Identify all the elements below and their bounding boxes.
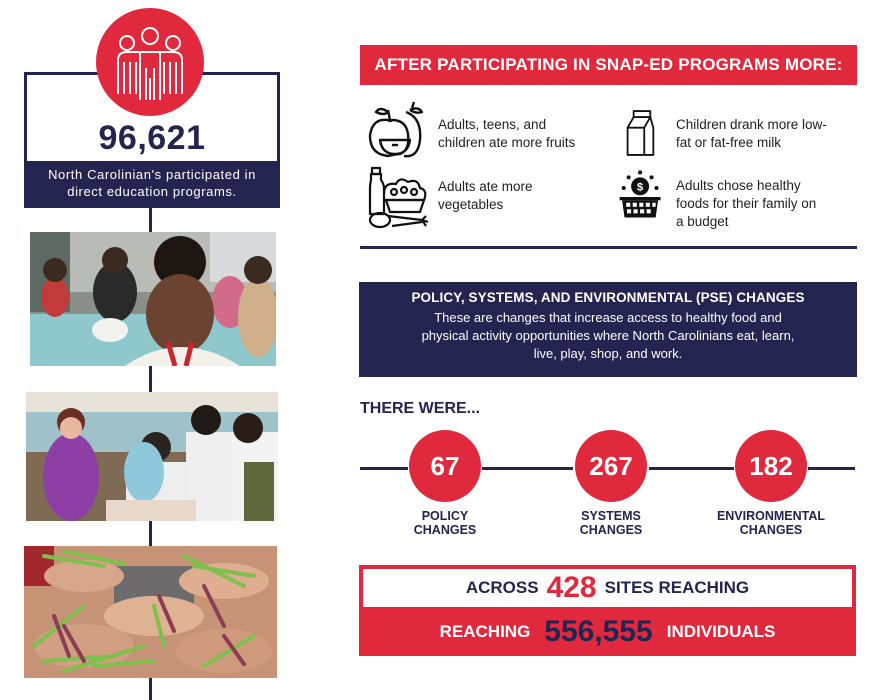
- people-group-icon: [96, 8, 204, 116]
- label-line: CHANGES: [739, 523, 803, 537]
- outcome-text-line: Adults ate more: [438, 179, 533, 194]
- caption-line-1: North Carolinian's participated in: [48, 167, 256, 182]
- label-line: SYSTEMS: [581, 509, 641, 523]
- outcome-budget: [618, 167, 858, 231]
- pse-info-box: [359, 282, 857, 377]
- environmental-changes-count: 182: [735, 430, 807, 502]
- svg-text:$: $: [636, 181, 644, 194]
- label-line: CHANGES: [413, 523, 477, 537]
- section-divider: [360, 246, 857, 249]
- teens-cooking-class-photo: [26, 392, 278, 521]
- changes-connector-line: [360, 467, 408, 470]
- sites-count: 428: [546, 571, 597, 604]
- budget-basket-icon: [618, 167, 672, 227]
- reaching-label: REACHING: [439, 621, 531, 641]
- individuals-label: INDIVIDUALS: [666, 621, 776, 641]
- participation-count: 96,621: [98, 119, 206, 157]
- outcome-milk: [620, 104, 855, 162]
- girl-smiling-classroom-photo: [30, 232, 276, 366]
- reach-summary-box: [359, 565, 856, 656]
- individuals-count: 556,555: [544, 614, 653, 648]
- caption-line-2: direct education programs.: [67, 184, 237, 199]
- sites-label: SITES REACHING: [604, 578, 750, 597]
- outcome-text-line: Children drank more low-: [676, 117, 827, 132]
- vegetables-icon: [366, 164, 432, 230]
- outcome-text-line: children ate more fruits: [438, 135, 576, 150]
- participation-caption: [27, 161, 277, 205]
- label-line: ENVIRONMENTAL: [716, 509, 826, 523]
- changes-heading: THERE WERE...: [360, 400, 481, 417]
- policy-changes-label: [370, 509, 520, 537]
- changes-connector-line: [482, 467, 573, 470]
- outcome-text-line: fat or fat-free milk: [676, 135, 782, 150]
- outcome-text-line: Adults chose healthy: [676, 178, 801, 193]
- across-label: ACROSS: [465, 578, 539, 597]
- individuals-row: [359, 607, 856, 656]
- outcome-vegetables: [366, 164, 606, 230]
- pse-title: POLICY, SYSTEMS, AND ENVIRONMENTAL (PSE) CHANGES: [411, 290, 805, 305]
- policy-changes-count: 67: [409, 430, 481, 502]
- outcome-text-line: foods for their family on: [676, 196, 817, 211]
- label-line: CHANGES: [579, 523, 643, 537]
- outcome-text-line: Adults, teens, and: [438, 117, 547, 132]
- environmental-changes-label: [696, 509, 846, 537]
- systems-changes-count: 267: [575, 430, 647, 502]
- label-line: POLICY: [421, 509, 469, 523]
- outcome-fruits: [366, 100, 606, 166]
- outcome-text-line: vegetables: [438, 197, 504, 212]
- milk-carton-icon: [620, 104, 670, 162]
- changes-connector-line: [649, 467, 734, 470]
- outcomes-header: AFTER PARTICIPATING IN SNAP-ED PROGRAMS MORE:: [360, 45, 857, 85]
- changes-connector-line: [808, 467, 855, 470]
- pse-description: These are changes that increase access to healthy food and physical activity opportunities where North Carolinians eat, learn, live, play, shop, and work.: [421, 310, 795, 361]
- sites-row: [363, 569, 852, 607]
- fruits-icon: [366, 100, 432, 166]
- outcome-text-line: a budget: [676, 214, 729, 229]
- hands-holding-green-beans-photo: [24, 546, 277, 678]
- systems-changes-label: [536, 509, 686, 537]
